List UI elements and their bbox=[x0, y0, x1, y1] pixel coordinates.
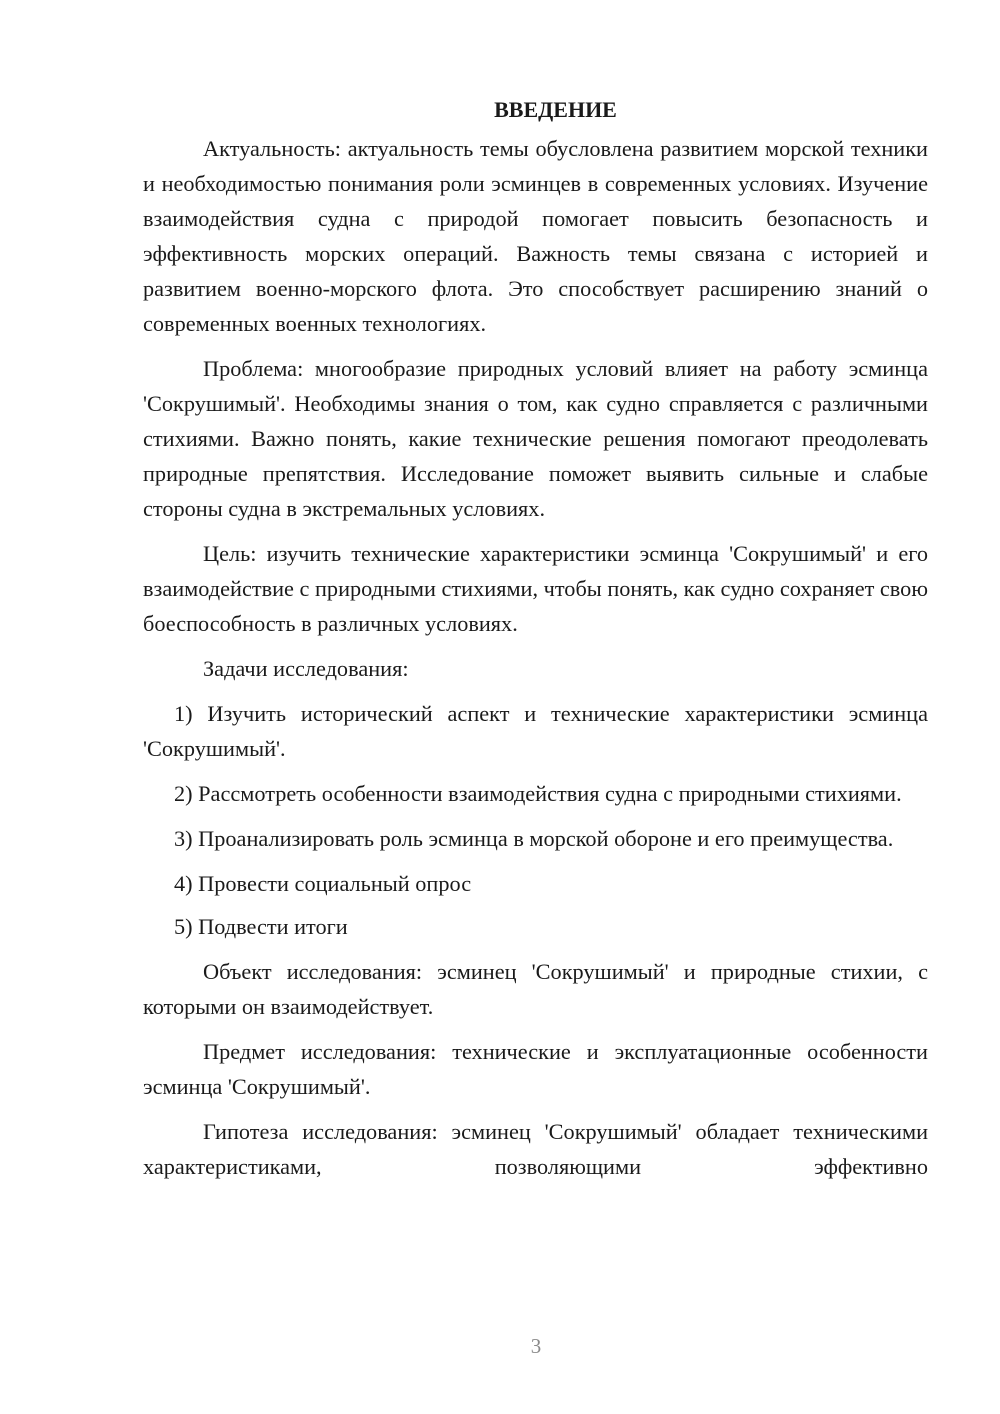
task-item-5: 5) Подвести итоги bbox=[174, 914, 348, 939]
problem-paragraph: Проблема: многообразие природных условий влияет на работу эсминца 'Сокрушимый'. Необходимы знания о том, как судно справляется с различными стихиями. Важно понять, какие технические решения помогают преодолевать природные препятствия. Исследование поможет выявить сильные и слабые стороны судна в экстремальных условиях. bbox=[143, 356, 928, 521]
page-title: ВВЕДЕНИЕ bbox=[494, 97, 617, 122]
task-item-3: 3) Проанализировать роль эсминца в морской обороне и его преимущества. bbox=[174, 826, 894, 851]
relevance-paragraph: Актуальность: актуальность темы обусловлена развитием морской техники и необходимостью понимания роли эсминцев в современных условиях. Изучение взаимодействия судна с природой помогает повысить безопасность и эффективность морских операций. Важность темы связана с историей и развитием военно-морского флота. Это способствует расширению знаний о современных военных технологиях. bbox=[143, 136, 928, 336]
goal-paragraph: Цель: изучить технические характеристики эсминца 'Сокрушимый' и его взаимодействие с природными стихиями, чтобы понять, как судно сохраняет свою боеспособность в различных условиях. bbox=[143, 541, 928, 636]
tasks-heading: Задачи исследования: bbox=[203, 656, 409, 681]
task-item-2: 2) Рассмотреть особенности взаимодействия судна с природными стихиями. bbox=[174, 781, 902, 806]
object-paragraph: Объект исследования: эсминец 'Сокрушимый' и природные стихии, с которыми он взаимодействует. bbox=[143, 959, 928, 1019]
tasks-list bbox=[143, 696, 928, 944]
task-item-4: 4) Провести социальный опрос bbox=[174, 871, 472, 896]
task-item-1: 1) Изучить исторический аспект и технические характеристики эсминца 'Сокрушимый'. bbox=[143, 701, 928, 761]
hypothesis-paragraph: Гипотеза исследования: эсминец 'Сокрушимый' обладает техническими характеристиками, позволяющими эффективно bbox=[143, 1119, 928, 1179]
page-number: 3 bbox=[530, 1334, 542, 1358]
subject-paragraph: Предмет исследования: технические и эксплуатационные особенности эсминца 'Сокрушимый'. bbox=[143, 1039, 928, 1099]
document-page bbox=[143, 92, 928, 1184]
